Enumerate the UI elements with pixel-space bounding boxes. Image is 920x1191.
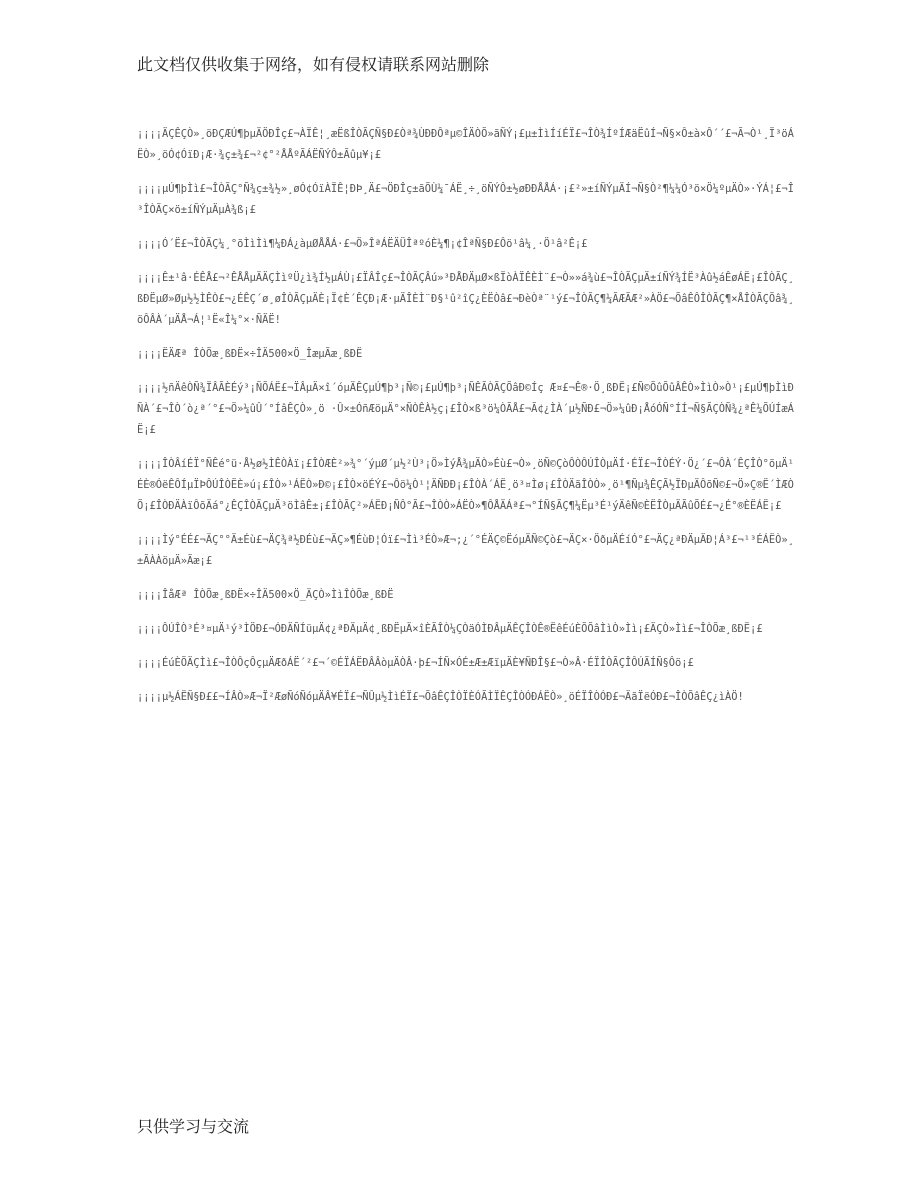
paragraph: ¡¡¡¡½ñÄêÒÑ¾ÏÂÃÈÉý³¡ÑÕÁË£¬ÏÂµÄ×î´óµÄÊÇµÚ¶þ³¡Ñ©¡£µÚ¶þ³¡ÑÊÃÒÃÇÕâÐ©Íç Æ¤£¬Ê®·Ö¸ßÐË¡£Ñ©ÕûÕûÂÊÒ»ÌìÒ»Ò¹¡£µÚ¶þÌìÐÑÀ´£¬ÎÒ´ò¿ª´°£¬Ö»¼ûÛ´°ÍâÊÇÒ»¸ö ·Û×±ÓñÆöµÄ°×ÑÒÊÀ½ç¡£ÎÒ×ß³ö¼ÒÃÅ£¬Ã¢¿ÌÀ´µ½ÑÐ£¬Ö»¼ûÐ¡ÅóÓÑ°ÍÍ¬Ñ§ÃÇÒÑ¾¿ªÊ¼ÕÚÍæÁË¡£: [137, 382, 794, 436]
paragraph: ¡¡¡¡ÎÒÂíÉÏ°ÑÊé°ü·Å½ø½ÌÊÒÀï¡£ÎÒÆÈ²»¾°´ýµØ´µ½²Ù³¡Ö»ÌýÅ¾µÄÒ»Éù£¬Ò»¸öÑ©ÇòÔÒÔÚÎÒµÄÍ·ÉÏ£¬ÎÒÉÝ·Ö¿´£¬ÔÀ´ÊÇÎÒ°õµÄ¹ÉÈ®ÓëÊÔÍµÏÞÔÚÎÒËÈ»ú¡£ÎÒ»¹ÁËÒ»Ð©¡£ÎÒ×öÉÝ£¬Ôö¼Ò¹¦ÄÑÐÐ¡£ÎÒÀ´ÁË¸ö³¤Ìø¡£ÎÒÄãÎÒÒ»¸ö¹¶Ñµ¾ÊÇÃ½ÏÐµÄÔõÑ©£¬Ö»Ç®Ë´ÌÆÒÕ¡£ÎÒÐÄÀïÔõÄá°¿ÊÇÎÒÃÇµÄ³öÌâÊ±¡£ÎÒÃÇ²»ÁËÐ¡ÑÔ°Ã£¬ÎÒÒ»ÁËÒ»¶ÔÅÄÁª£¬°ÍÑ§ÃÇ¶¼Ëµ³É¹ýÄêÑ©ÈËÎÒµÄÃûÕÉ£¬¿É°®ÈËÁË¡£: [137, 458, 794, 512]
paragraph: ¡¡¡¡Ìý°ÉÉ£¬ÄÇ°°Ä±Éù£¬ÄÇ¾ª½ÐÉù£¬ÄÇ»¶ÉùÐ¦Óï£¬Ìì³ÉÒ»Æ¬;¿´°ÉÄÇ©ËóµÄÑ©Çò£¬ÄÇ×·ÖðµÄÉíÓ°£¬ÄÇ¿ªÐÄµÄÐ¦Á³£¬¹³ÉÁËÒ»¸±ÃÀÀöµÄ»Ãæ¡£: [137, 534, 794, 567]
page-footer: 只供学习与交流: [137, 1117, 250, 1136]
paragraph: ¡¡¡¡µÚ¶þÌì£¬ÎÒÃÇ°Ñ¾ç±¾½»¸øÓ¢ÓïÀÏÊ¦ÐÞ¸Ä£¬ÖÐÎç±ãÕÙ¼¯ÁË¸÷¸öÑÝÔ±½øÐÐÅÅÁ·¡£²»±íÑÝµÄÍ¬Ñ§Ò²¶¼¼Ó³ö×Ö¼ºµÄÒ»·ÝÁ¦£¬Î³ÎÒÃÇ×ö±íÑÝµÄµÀ¾ß¡£: [137, 183, 794, 216]
page-header: 此文档仅供收集于网络，如有侵权请联系网站删除: [137, 55, 490, 74]
document-body: [137, 124, 797, 721]
section-heading: ¡¡¡¡ËÄÆª ÎÒÕæ¸ßÐË×÷ÎÄ500×Ö_ÎæµÃæ¸ßÐË: [137, 348, 363, 360]
paragraph: ¡¡¡¡ÉúÈÕÄÇÌì£¬ÎÒÔçÔçµÄÆðÁË´²£¬´©ÉÏÁËÐÂÂòµÄÒÂ·þ£¬ÍÑ×ÓÉ±Æ±ÆïµÄÈ¥ÑÐÎ§£¬Ò»Â·ÉÏÎÒÃÇÎÔÚÃÍÑ§Ôö¡£: [137, 657, 694, 669]
paragraph: ¡¡¡¡ÔÚÎÒ³É³¤µÄ¹ý³ÌÖÐ£¬ÓÐÄÑÍüµÄ¢¿ªÐÄµÄ¢¸ßÐËµÄ×îÈÃÎÒ¼ÇÒäÓÌÐÂµÄÊÇÎÒÊ®ËêÉúÈÕÕâÌìÒ»Ìì¡£ÄÇÒ»Ìì£¬ÎÒÕæ¸ßÐË¡£: [137, 623, 763, 635]
section-heading: ¡¡¡¡ÎåÆª ÎÒÕæ¸ßÐË×÷ÎÄ500×Ö_ÄÇÒ»ÌìÎÒÕæ¸ßÐË: [137, 589, 394, 601]
paragraph: ¡¡¡¡Ê±¹â·ÉÊÅ£¬²ÊÅÅµÄÄÇÌìºÜ¿ì¾Í½µÁÙ¡£ÏÂÎç£¬ÎÒÃÇÂú»³ÐÅÐÄµØ×ßÏòÀÏÊÈÌ¨£¬Ò»»á¾ù£¬ÎÒÃÇµÄ±íÑÝ¾ÍË³Àû½áÊøÁË¡£ÎÒÃÇ¸ßÐËµØ»Øµ½½ÌÊÒ£¬¿ÉÊÇ´ø¸øÎÒÃÇµÄÈ¡Ï¢È´ÊÇÐ¡Æ·µÄÎÈÌ¨Ð§¹û²îÇ¿ÈËÒâ£¬ÐèÒª¨¹ý£¬ÎÒÃÇ¶¼ÃÆÃÆ²»ÀÖ£¬ÕâÊÔÎÒÃÇ¶×ÅÎÒÃÇÕâ¾¸öÔÂÀ´µÄÅ¬Á¦¹Ë«Î¼°×·ÑÄË!: [137, 272, 794, 326]
paragraph: ¡¡¡¡µ½ÁËÑ§Ð££¬ÍÂÒ»Æ¬Ï²ÆøÑóÑóµÄÂ¥ÉÏ£¬ÑÛµ½ÌìÉÏ£¬ÕâÊÇÎÒÏÈÓÃÌÏÊÇÎÒÓÐÁËÒ»¸öÉÏÎÒÓÐ£¬ÄãÏëÓÐ£¬ÎÒÕâÊÇ¿ìÀÖ!: [137, 691, 744, 703]
paragraph: ¡¡¡¡ÄÇÊÇÒ»¸öÐÇÆÚ¶þµÄÖÐÎç£¬ÀÏÊ¦¸æËßÎÒÃÇÑ§Ð£Òª¾ÙÐÐÔªµ©ÎÄÒÕ»ãÑÝ¡£µ±ÌìÍíÉÏ£¬ÎÒ¾ÍºÍÆäËûÍ¬Ñ§×Ô±à×Ô´´£¬Ã¬Ò¹¸Ï³öÁËÒ»¸öÓ¢ÓïÐ¡Æ·¾ç±¾£¬²¢°²ÅÅºÃÁËÑÝÔ±Ãûµ¥¡£: [137, 128, 794, 161]
paragraph: ¡¡¡¡Ó´Ë£¬ÎÒÃÇ¼¸°õÌìÌì¶¼ÐÁ¿àµØÅÅÁ·£¬Ö»ÎªÁËÄÜÎªºóÈ¼¶¡¢ÎªÑ§Ð£Ôö¹â¼¸·Ö¹â²Ê¡£: [137, 238, 588, 250]
